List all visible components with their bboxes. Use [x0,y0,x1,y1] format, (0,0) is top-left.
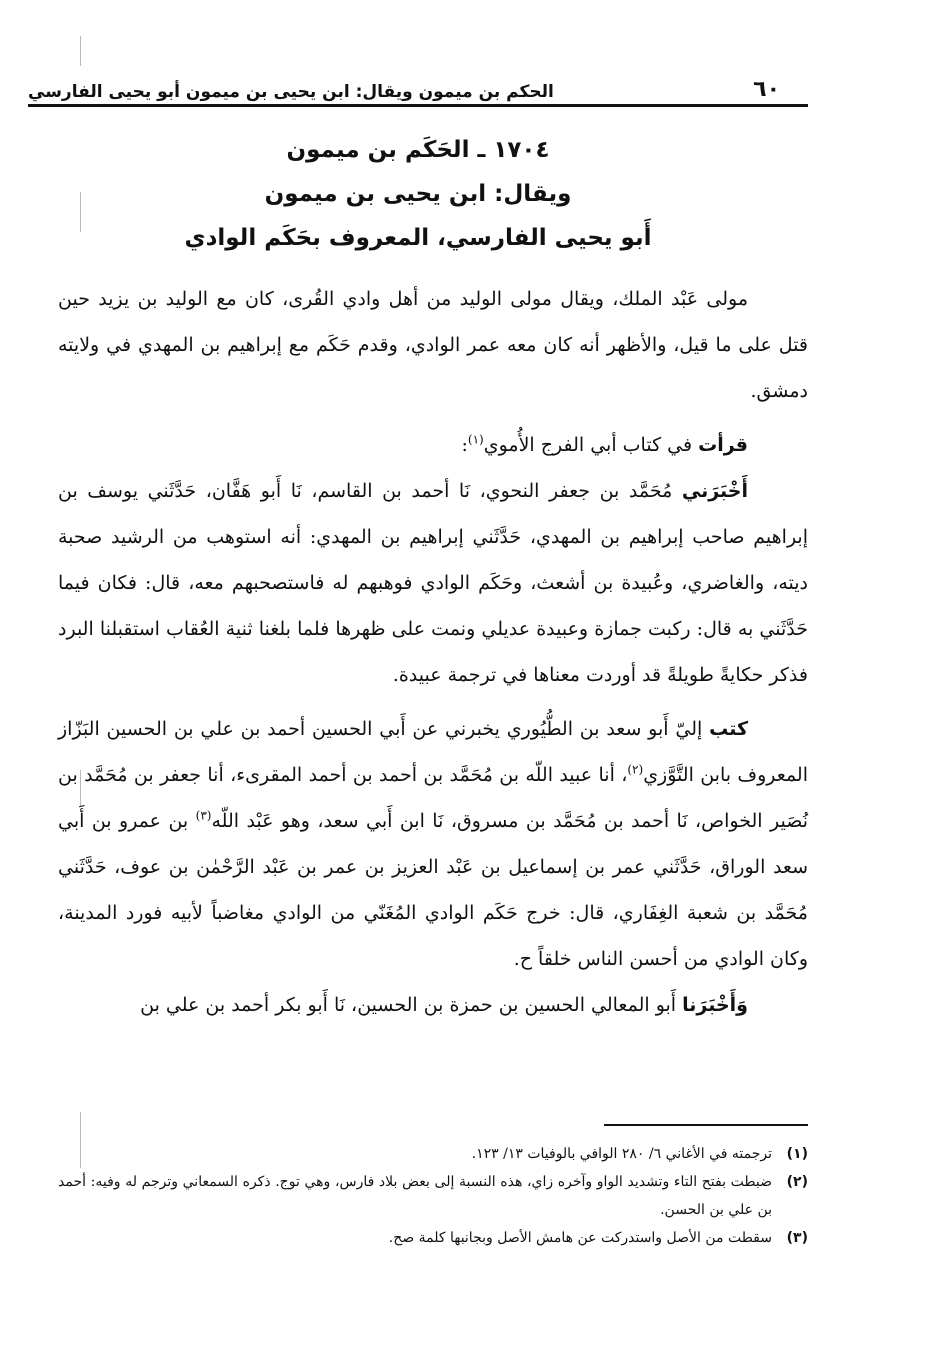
running-header [28,62,820,102]
paragraph-3-text: مُحَمَّد بن جعفر النحوي، نَا أحمد بن القاسم، نَا أَبو هَفَّان، حَدَّثَني يوسف بن إبراهيم صاحب إبراهيم بن المهدي، حَدَّثَني إبراهيم بن المهدي: أنه استوهب من الرشيد صحبة ديته، والغاضري، وعُبيدة بن أشعث، وحَكَم الوادي فوهبهم له فاستصحبهم معه، قال: فكان فيما حَدَّثَني به قال: ركبت جمازة وعبيدة عديلي ونمت على ظهرها فلما بلغنا ثنية العُقاب استقبلنا البرد فذكر حكايةً طويلةً قد أوردت معناها في ترجمة عبيدة. [58,480,808,686]
keyword-akhbarani: أَخْبَرَني [681,480,748,502]
footnote-ref-3: (٣) [195,808,212,823]
footnote-number: (٢) [786,1174,808,1190]
keyword-kataba: كتب [709,718,748,740]
paragraph-2 [58,422,808,468]
footnote-ref-2: (٢) [627,762,644,777]
footnote-ref-1: (١) [467,432,484,447]
footnote-text: سقطت من الأصل واستدركت عن هامش الأصل وبجانبها كلمة صح. [388,1230,772,1246]
footnote-text: ضبطت بفتح التاء وتشديد الواو وآخره زاي، هذه النسبة إلى بعض بلاد فارس، وهي توج. ذكره السمعاني وترجم له وفيه: أحمد بن علي بن الحسن. [58,1174,772,1218]
footnote-number: (٣) [786,1230,808,1246]
paragraph-2-end: : [461,434,468,456]
footnote-text: ترجمته في الأغاني ٦/ ٢٨٠ الوافي بالوفيات ١٣/ ١٢٣. [471,1146,772,1162]
entry-title-line-2: ويقال: ابن يحيى بن ميمون [264,181,572,207]
footnote-rule [604,1124,808,1126]
entry-title-line-1: ١٧٠٤ ـ الحَكَم بن ميمون [286,137,550,163]
paragraph-3 [58,468,808,698]
paragraph-4 [58,706,808,982]
footnotes [58,1140,808,1252]
paragraph-4-text-a: إليّ أَبو سعد بن الطُّيُوري يخبرني عن أَبي الحسين أحمد بن علي بن الحسين البَزّاز المعروف بابن التَّوَّزي [58,718,808,786]
footnote-3 [58,1224,808,1252]
paragraph-4-text-c: بن عمرو بن أَبي سعد الوراق، حَدَّثَني عمر بن إسماعيل بن عَبْد العزيز بن عمر بن عَبْد الرَّحْمٰن بن عوف، حَدَّثَني مُحَمَّد بن شعبة الغِفَاري، قال: خرج حَكَم الوادي المُغَنّي من الوادي مغاضباً لأبيه فورد المدينة، وكان الوادي من أحسن الناس خلقاً ح. [58,810,808,970]
main-text [58,276,808,1028]
paragraph-4-text-b: ، أنا عبيد اللّه بن مُحَمَّد بن أحمد بن أحمد المقرىء، أنا جعفر بن مُحَمَّد بن نُصَير الخواص، نَا أحمد بن مُحَمَّد بن مسروق، نَا ابن أَبي سعد، وهو عَبْد اللّه [58,764,808,832]
keyword-qaratu: قرأت [698,434,748,456]
paragraph-5 [58,982,808,1028]
paragraph-1: مولى عَبْد الملك، ويقال مولى الوليد من أهل وادي القُرى، كان مع الوليد بن يزيد حين قتل على ما قيل، والأظهر أنه كان معه عمر الوادي، وقدم حَكَم مع إبراهيم بن المهدي في ولايته دمشق. [58,288,808,402]
entry-title-line-3: أَبو يحيى الفارسي، المعروف بحَكَم الوادي [184,225,652,251]
footnote-2 [58,1168,808,1224]
keyword-wa-akhbarana: وَأَخْبَرَنا [682,994,748,1016]
entry-heading [28,128,808,260]
paragraph-5-text: أَبو المعالي الحسين بن حمزة بن الحسين، نَا أَبو بكر أحمد بن علي بن [140,994,677,1016]
page-number: ٦٠ [753,77,780,102]
footnote-number: (١) [786,1146,808,1162]
footnote-1 [58,1140,808,1168]
running-title: الحكم بن ميمون ويقال: ابن يحيى بن ميمون أبو يحيى الفارسي [28,82,554,102]
header-rule [28,104,808,107]
paragraph-2-text: في كتاب أبي الفرج الأُموي [483,434,693,456]
